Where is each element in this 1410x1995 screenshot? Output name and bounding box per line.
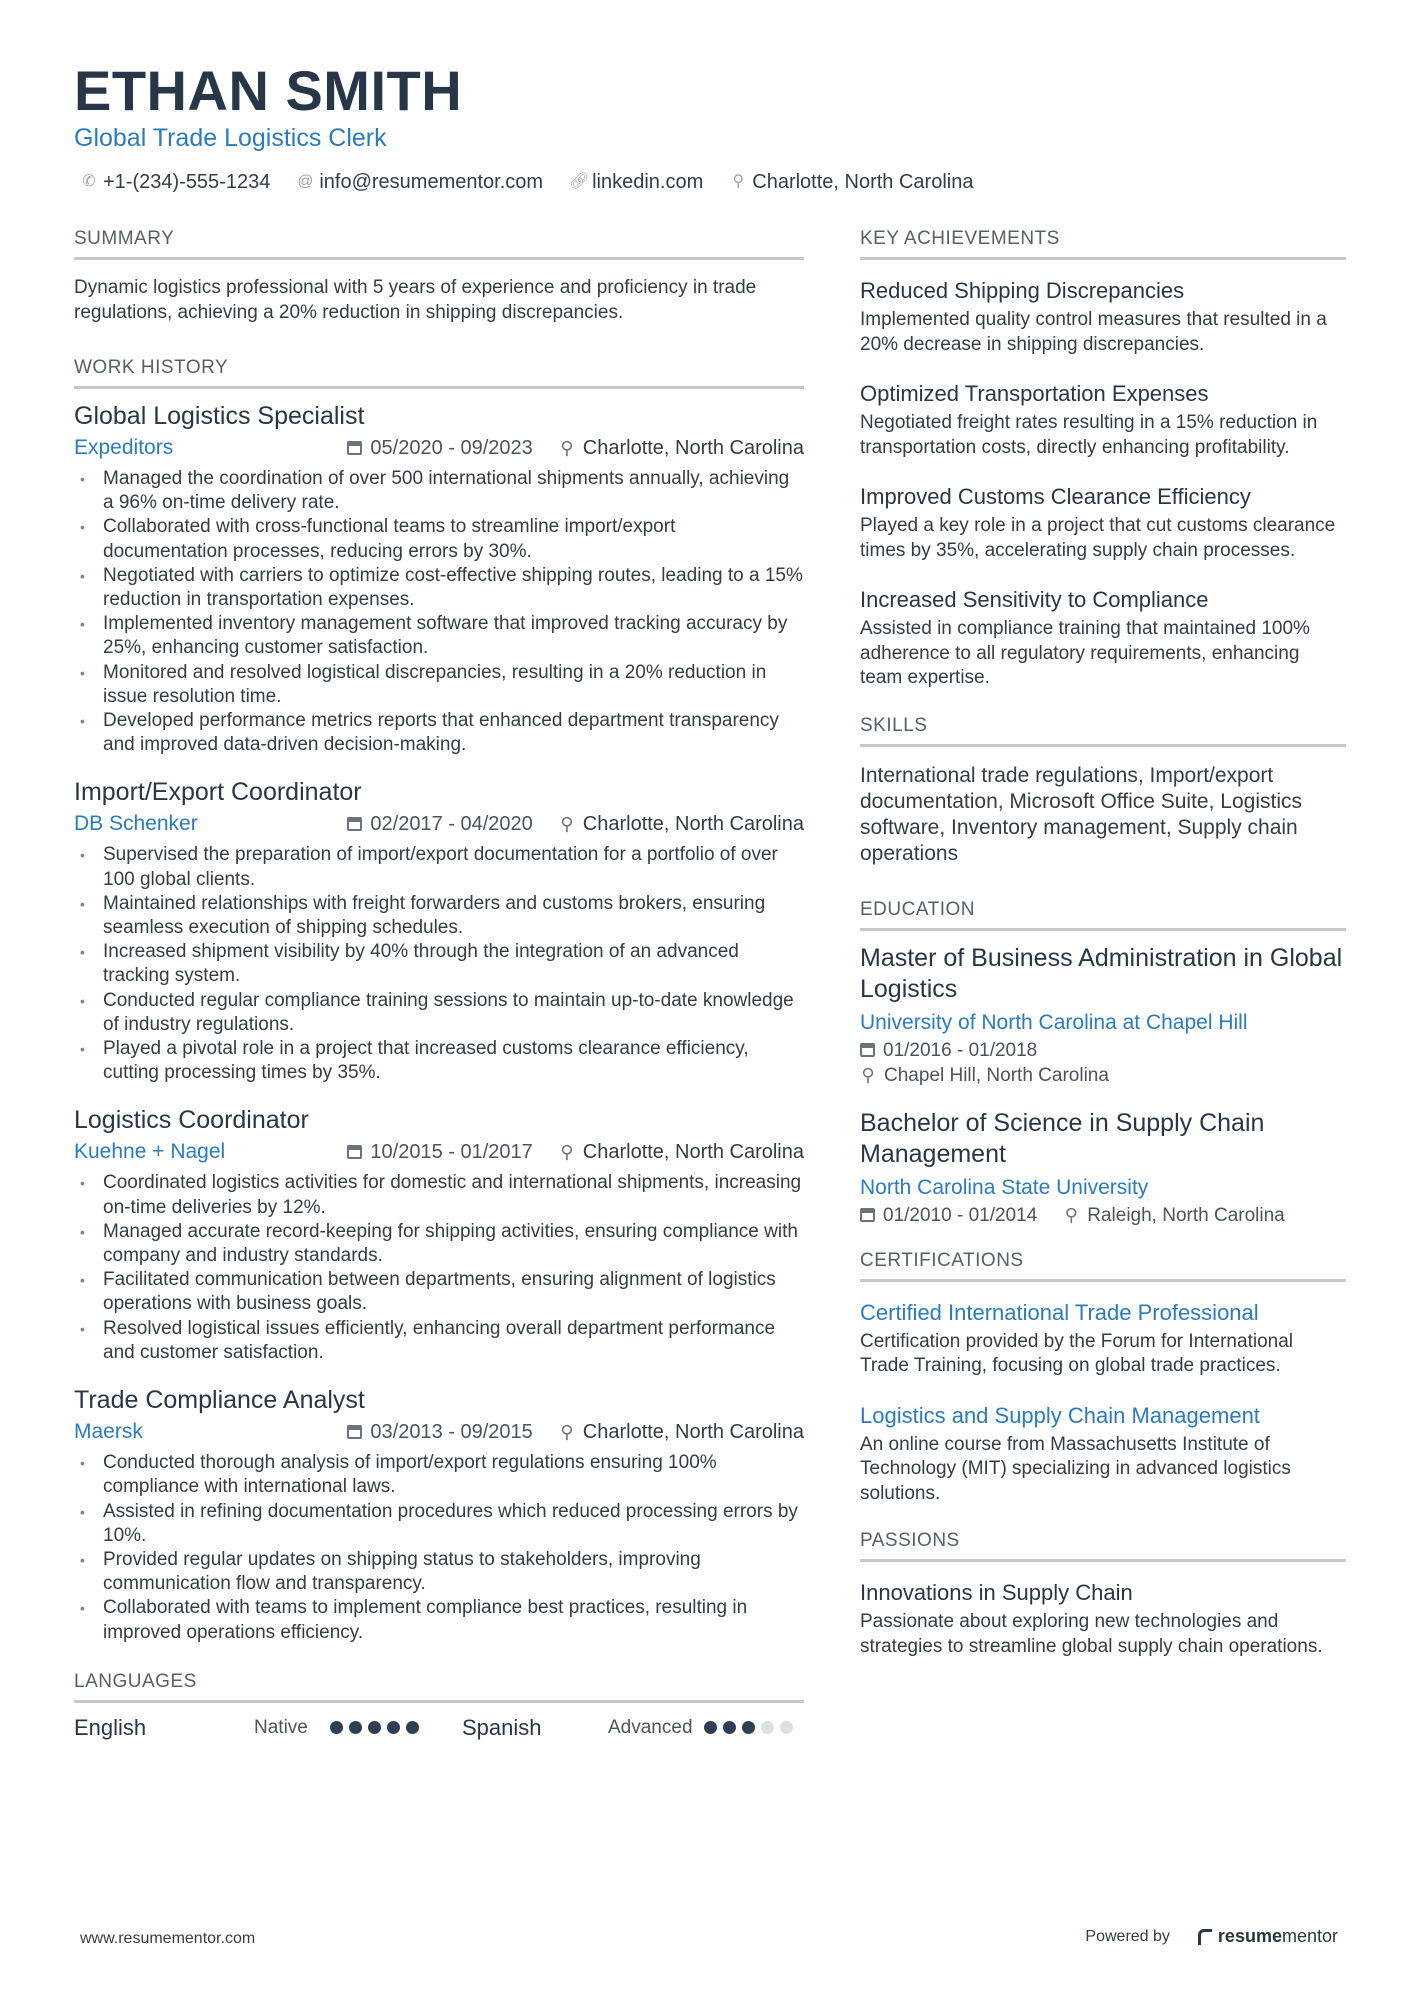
education-school: University of North Carolina at Chapel Hill <box>860 1010 1248 1034</box>
calendar-icon <box>347 1145 362 1159</box>
footer-website[interactable]: www.resumementor.com <box>80 1930 256 1947</box>
contact-linkedin-text: linkedin.com <box>592 171 704 193</box>
calendar-icon <box>860 1043 875 1057</box>
contact-email[interactable] <box>296 168 543 196</box>
certification-item <box>860 1298 1346 1379</box>
job-bullet: • Implemented inventory management software that improved tracking accuracy by 25%, enhancing customer satisfaction. <box>74 612 804 660</box>
education-school: North Carolina State University <box>860 1175 1149 1199</box>
education-section <box>860 897 1346 1228</box>
contact-bar <box>80 168 973 196</box>
education-item <box>860 943 1346 1088</box>
job-bullet: • Collaborated with cross-functional teams to streamline import/export documentation processes, reducing errors by 30%. <box>74 515 804 563</box>
job-meta <box>74 1137 804 1167</box>
left-column <box>74 226 804 1743</box>
section-title-languages: LANGUAGES <box>74 1669 804 1703</box>
achievement-text: Implemented quality control measures that resulted in a 20% decrease in shipping discrepancies. <box>860 309 1327 355</box>
job-bullet: • Monitored and resolved logistical discrepancies, resulting in a 20% reduction in issue resolution time. <box>74 661 804 709</box>
job-location <box>559 809 804 839</box>
calendar-icon <box>347 817 362 831</box>
achievement-title: Reduced Shipping Discrepancies <box>860 278 1185 303</box>
education-item <box>860 1108 1346 1228</box>
rating-dot-empty <box>761 1721 774 1734</box>
education-meta <box>860 1038 1346 1088</box>
section-title-passions: PASSIONS <box>860 1528 1346 1562</box>
location-pin-icon: ⚲ <box>560 814 574 835</box>
job-bullet: • Conducted thorough analysis of import/export regulations ensuring 100% compliance with international laws. <box>74 1451 804 1499</box>
right-column <box>860 226 1346 1681</box>
job-entry <box>74 1383 804 1645</box>
job-location-text: Charlotte, North Carolina <box>582 813 804 836</box>
education-location <box>1063 1203 1285 1228</box>
achievement-text: Negotiated freight rates resulting in a 15% reduction in transportation costs, directly enhancing profitability. <box>860 412 1318 458</box>
contact-location-text: Charlotte, North Carolina <box>752 171 974 193</box>
achievement-title: Optimized Transportation Expenses <box>860 381 1209 406</box>
job-dates <box>347 809 532 839</box>
section-title-certifications: CERTIFICATIONS <box>860 1248 1346 1282</box>
job-bullet: • Collaborated with teams to implement compliance best practices, resulting in improved operations efficiency. <box>74 1596 804 1644</box>
section-title-education: EDUCATION <box>860 897 1346 931</box>
powered-by-label: Powered by <box>1085 1927 1170 1945</box>
education-degree: Bachelor of Science in Supply Chain Management <box>860 1108 1265 1168</box>
location-pin-icon: ⚲ <box>1064 1204 1078 1225</box>
certification-item <box>860 1401 1346 1507</box>
calendar-icon <box>860 1208 875 1222</box>
job-bullet: • Provided regular updates on shipping status to stakeholders, improving communication flow and transparency. <box>74 1548 804 1596</box>
achievement-item <box>860 379 1346 460</box>
key-achievements-section <box>860 226 1346 691</box>
rating-dot-empty <box>780 1721 793 1734</box>
job-location-text: Charlotte, North Carolina <box>582 1141 804 1164</box>
section-title-key-achievements: KEY ACHIEVEMENTS <box>860 226 1346 260</box>
brand-logo[interactable] <box>1198 1926 1338 1947</box>
job-bullets <box>74 1451 804 1645</box>
certification-text: An online course from Massachusetts Institute of Technology (MIT) specializing in advanced logistics solutions. <box>860 1433 1291 1504</box>
passion-title: Innovations in Supply Chain <box>860 1580 1133 1605</box>
job-bullets <box>74 467 804 757</box>
rating-dot-filled <box>330 1721 343 1734</box>
languages-section <box>74 1669 804 1743</box>
candidate-role: Global Trade Logistics Clerk <box>74 124 387 152</box>
link-icon: 🔗︎ <box>569 173 590 190</box>
job-company: Maersk <box>74 1420 143 1444</box>
rating-dot-filled <box>742 1721 755 1734</box>
job-meta <box>74 1417 804 1447</box>
location-icon: ⚲ <box>732 173 745 190</box>
achievement-text: Assisted in compliance training that maintained 100% adherence to all regulatory requirements, enhancing team expertise. <box>860 618 1310 688</box>
certifications-section <box>860 1248 1346 1507</box>
brand-mark-icon <box>1198 1929 1212 1945</box>
job-meta <box>74 809 804 839</box>
brand-wordmark <box>1218 1926 1338 1947</box>
job-location <box>559 1137 804 1167</box>
contact-location <box>729 168 973 196</box>
job-bullet: • Managed accurate record-keeping for shipping activities, ensuring compliance with company and industry standards. <box>74 1220 804 1268</box>
passion-text: Passionate about exploring new technologies and strategies to streamline global supply chain operations. <box>860 1611 1323 1657</box>
skills-text: International trade regulations, Import/export documentation, Microsoft Office Suite, Logistics software, Inventory management, Supply chain operations <box>860 763 1302 865</box>
job-title: Import/Export Coordinator <box>74 778 362 807</box>
calendar-icon <box>347 1425 362 1439</box>
language-rating <box>704 1721 793 1734</box>
job-title: Logistics Coordinator <box>74 1106 309 1135</box>
candidate-name: ETHAN SMITH <box>74 59 463 122</box>
section-title-summary: SUMMARY <box>74 226 804 260</box>
education-location-text: Chapel Hill, North Carolina <box>884 1064 1109 1086</box>
job-bullet: • Resolved logistical issues efficiently, enhancing overall department performance and customer satisfaction. <box>74 1317 804 1365</box>
job-company: Expeditors <box>74 436 174 459</box>
job-entry <box>74 775 804 1085</box>
rating-dot-filled <box>368 1721 381 1734</box>
contact-linkedin[interactable] <box>569 168 703 196</box>
job-dates-text: 10/2015 - 01/2017 <box>370 1141 533 1164</box>
languages-row <box>74 1713 804 1743</box>
education-location-text: Raleigh, North Carolina <box>1087 1204 1285 1226</box>
summary-text: Dynamic logistics professional with 5 years of experience and proficiency in trade regulations, achieving a 20% reduction in shipping discrepancies. <box>74 277 757 323</box>
job-bullets <box>74 843 804 1085</box>
contact-phone-text: +1-(234)-555-1234 <box>103 171 271 193</box>
education-meta <box>860 1203 1346 1228</box>
achievement-item <box>860 482 1346 563</box>
job-bullet: • Developed performance metrics reports that enhanced department transparency and improved data-driven decision-making. <box>74 709 804 757</box>
footer-branding <box>1085 1926 1338 1947</box>
job-entry <box>74 1103 804 1365</box>
job-dates <box>347 1137 532 1167</box>
language-level: Native <box>254 1716 308 1738</box>
language-name: Spanish <box>462 1714 542 1740</box>
brand-bold: resume <box>1217 1926 1282 1946</box>
achievement-item <box>860 585 1346 691</box>
passion-item <box>860 1578 1346 1659</box>
job-meta <box>74 433 804 463</box>
job-bullets <box>74 1171 804 1365</box>
job-dates-text: 05/2020 - 09/2023 <box>370 437 533 459</box>
calendar-icon <box>347 441 362 455</box>
job-title: Trade Compliance Analyst <box>74 1386 365 1415</box>
job-dates <box>347 1417 532 1447</box>
job-bullet: • Played a pivotal role in a project that increased customs clearance efficiency, cutting processing times by 35%. <box>74 1037 804 1085</box>
language-name: English <box>74 1714 147 1740</box>
job-company: Kuehne + Nagel <box>74 1140 226 1164</box>
certification-text: Certification provided by the Forum for International Trade Training, focusing on global trade practices. <box>860 1330 1293 1376</box>
section-title-work-history: WORK HISTORY <box>74 355 804 389</box>
achievement-item <box>860 276 1346 357</box>
language-rating <box>330 1721 419 1734</box>
location-pin-icon: ⚲ <box>560 1422 574 1443</box>
education-dates-text: 01/2010 - 01/2014 <box>883 1204 1038 1226</box>
certification-title: Certified International Trade Professional <box>860 1299 1259 1325</box>
education-degree: Master of Business Administration in Global Logistics <box>860 943 1343 1003</box>
location-pin-icon: ⚲ <box>560 1142 574 1163</box>
job-location <box>559 433 804 463</box>
job-entry <box>74 399 804 757</box>
job-bullet: • Supervised the preparation of import/export documentation for a portfolio of over 100 global clients. <box>74 843 804 891</box>
job-location-text: Charlotte, North Carolina <box>582 1421 804 1444</box>
job-bullet: • Coordinated logistics activities for domestic and international shipments, increasing on-time deliveries by 12%. <box>74 1171 804 1219</box>
section-title-skills: SKILLS <box>860 713 1346 747</box>
job-dates <box>347 433 532 463</box>
certification-title: Logistics and Supply Chain Management <box>860 1402 1260 1428</box>
job-location-text: Charlotte, North Carolina <box>582 437 804 459</box>
summary-section <box>74 226 804 325</box>
job-company: DB Schenker <box>74 812 198 836</box>
education-dates-text: 01/2016 - 01/2018 <box>883 1039 1038 1061</box>
job-bullet: • Increased shipment visibility by 40% through the integration of an advanced tracking system. <box>74 940 804 988</box>
job-bullet: • Maintained relationships with freight forwarders and customs brokers, ensuring seamless execution of shipping schedules. <box>74 892 804 940</box>
education-dates <box>860 1038 1037 1063</box>
achievement-text: Played a key role in a project that cut customs clearance times by 35%, accelerating supply chain processes. <box>860 515 1336 561</box>
education-location <box>860 1063 1109 1088</box>
location-pin-icon: ⚲ <box>560 438 574 458</box>
passions-section <box>860 1528 1346 1659</box>
job-bullet: • Negotiated with carriers to optimize cost-effective shipping routes, leading to a 15% reduction in transportation expenses. <box>74 564 804 612</box>
job-location <box>559 1417 804 1447</box>
brand-rest: mentor <box>1281 1926 1338 1946</box>
rating-dot-filled <box>387 1721 400 1734</box>
contact-email-text: info@resumementor.com <box>319 171 544 193</box>
at-icon: @ <box>297 173 314 190</box>
work-history-section <box>74 355 804 1645</box>
job-bullet: • Facilitated communication between departments, ensuring alignment of logistics operations with business goals. <box>74 1268 804 1316</box>
job-dates-text: 03/2013 - 09/2015 <box>370 1421 533 1444</box>
education-dates <box>860 1203 1037 1228</box>
contact-phone[interactable] <box>80 168 270 196</box>
location-pin-icon: ⚲ <box>861 1064 875 1085</box>
rating-dot-filled <box>723 1721 736 1734</box>
rating-dot-filled <box>349 1721 362 1734</box>
rating-dot-filled <box>406 1721 419 1734</box>
rating-dot-filled <box>704 1721 717 1734</box>
job-bullet: • Conducted regular compliance training sessions to maintain up-to-date knowledge of industry regulations. <box>74 989 804 1037</box>
achievement-title: Increased Sensitivity to Compliance <box>860 587 1209 612</box>
job-dates-text: 02/2017 - 04/2020 <box>370 813 533 836</box>
job-bullet: • Assisted in refining documentation procedures which reduced processing errors by 10%. <box>74 1500 804 1548</box>
job-title: Global Logistics Specialist <box>74 402 365 430</box>
achievement-title: Improved Customs Clearance Efficiency <box>860 484 1251 509</box>
phone-icon: ✆ <box>82 173 96 190</box>
language-level: Advanced <box>608 1716 693 1738</box>
skills-section <box>860 713 1346 867</box>
job-bullet: • Managed the coordination of over 500 international shipments annually, achieving a 96% on-time delivery rate. <box>74 467 804 515</box>
